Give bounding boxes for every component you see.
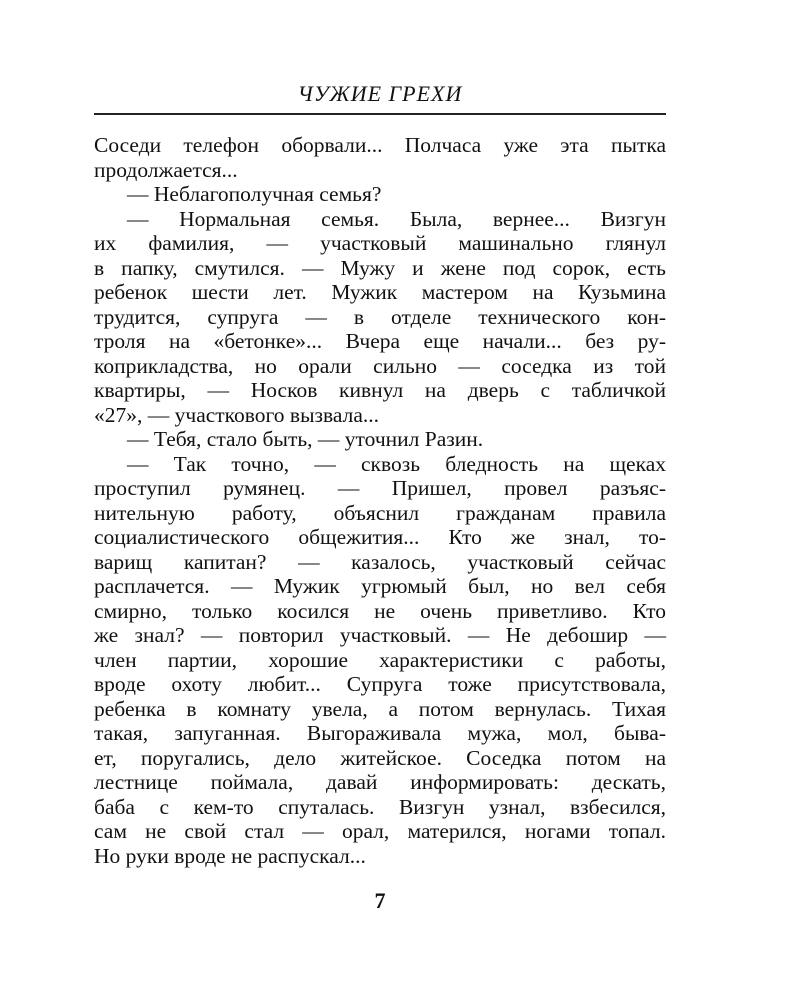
text-line: — Тебя, стало быть, — уточнил Разин. bbox=[127, 427, 484, 451]
text-line: продолжается... bbox=[94, 157, 238, 182]
text-line: квартиры, — Носков кивнул на дверь с табличкой bbox=[94, 378, 666, 402]
text-line: баба с кем-то спуталась. Визгун узнал, взбесился, bbox=[94, 794, 666, 819]
text-line: ет, поругались, дело житейское. Соседка потом на bbox=[94, 745, 666, 770]
text-line: троля на «бетонке»... Вчера еще начали... без ру- bbox=[94, 329, 666, 353]
text-line: их фамилия, — участковый машинально глянул bbox=[94, 231, 666, 255]
text-line: трудится, супруга — в отделе технического кон- bbox=[94, 304, 666, 329]
text-line: проступил румянец. — Пришел, провел разъяс- bbox=[94, 476, 666, 500]
text-line: ребенка в комнату увела, а потом вернулась. Тихая bbox=[94, 696, 666, 721]
text-line: — Нормальная семья. Была, вернее... Визгун bbox=[127, 206, 666, 231]
text-line: вроде охоту любит... Супруга тоже присутствовала, bbox=[94, 672, 666, 696]
text-line: Соседи телефон оборвали... Полчаса уже эта пытка bbox=[94, 133, 666, 157]
text-line: коприкладства, но орали сильно — соседка из той bbox=[94, 353, 666, 378]
text-line: расплачется. — Мужик угрюмый был, но вел себя bbox=[94, 574, 666, 598]
body-text bbox=[94, 133, 666, 868]
text-line: варищ капитан? — казалось, участковый сейчас bbox=[94, 549, 666, 574]
page-number: 7 bbox=[374, 888, 386, 913]
text-line: лестнице поймала, давай информировать: дескать, bbox=[94, 770, 666, 794]
text-line: сам не свой стал — орал, матерился, ногами топал. bbox=[94, 819, 666, 843]
text-line: смирно, только косился не очень приветливо. Кто bbox=[94, 598, 666, 623]
text-line: Но руки вроде не распускал... bbox=[94, 843, 366, 868]
text-line: нительную работу, объяснил гражданам правила bbox=[94, 500, 666, 525]
text-line: «27», — участкового вызвала... bbox=[94, 402, 380, 427]
running-header-title: ЧУЖИЕ ГРЕХИ bbox=[297, 81, 463, 106]
text-line: же знал? — повторил участковый. — Не дебошир — bbox=[94, 623, 666, 647]
text-line: социалистического общежития... Кто же знал, то- bbox=[94, 525, 666, 549]
text-line: такая, запуганная. Выгораживала мужа, мол, быва- bbox=[94, 721, 666, 745]
text-line: в папку, смутился. — Мужу и жене под сорок, есть bbox=[94, 255, 666, 280]
text-line: ребенок шести лет. Мужик мастером на Кузьмина bbox=[94, 280, 666, 304]
header-divider bbox=[94, 113, 666, 115]
text-line: — Так точно, — сквозь бледность на щеках bbox=[127, 451, 666, 476]
text-line: — Неблагополучная семья? bbox=[127, 182, 382, 206]
text-line: член партии, хорошие характеристики с работы, bbox=[94, 647, 666, 672]
